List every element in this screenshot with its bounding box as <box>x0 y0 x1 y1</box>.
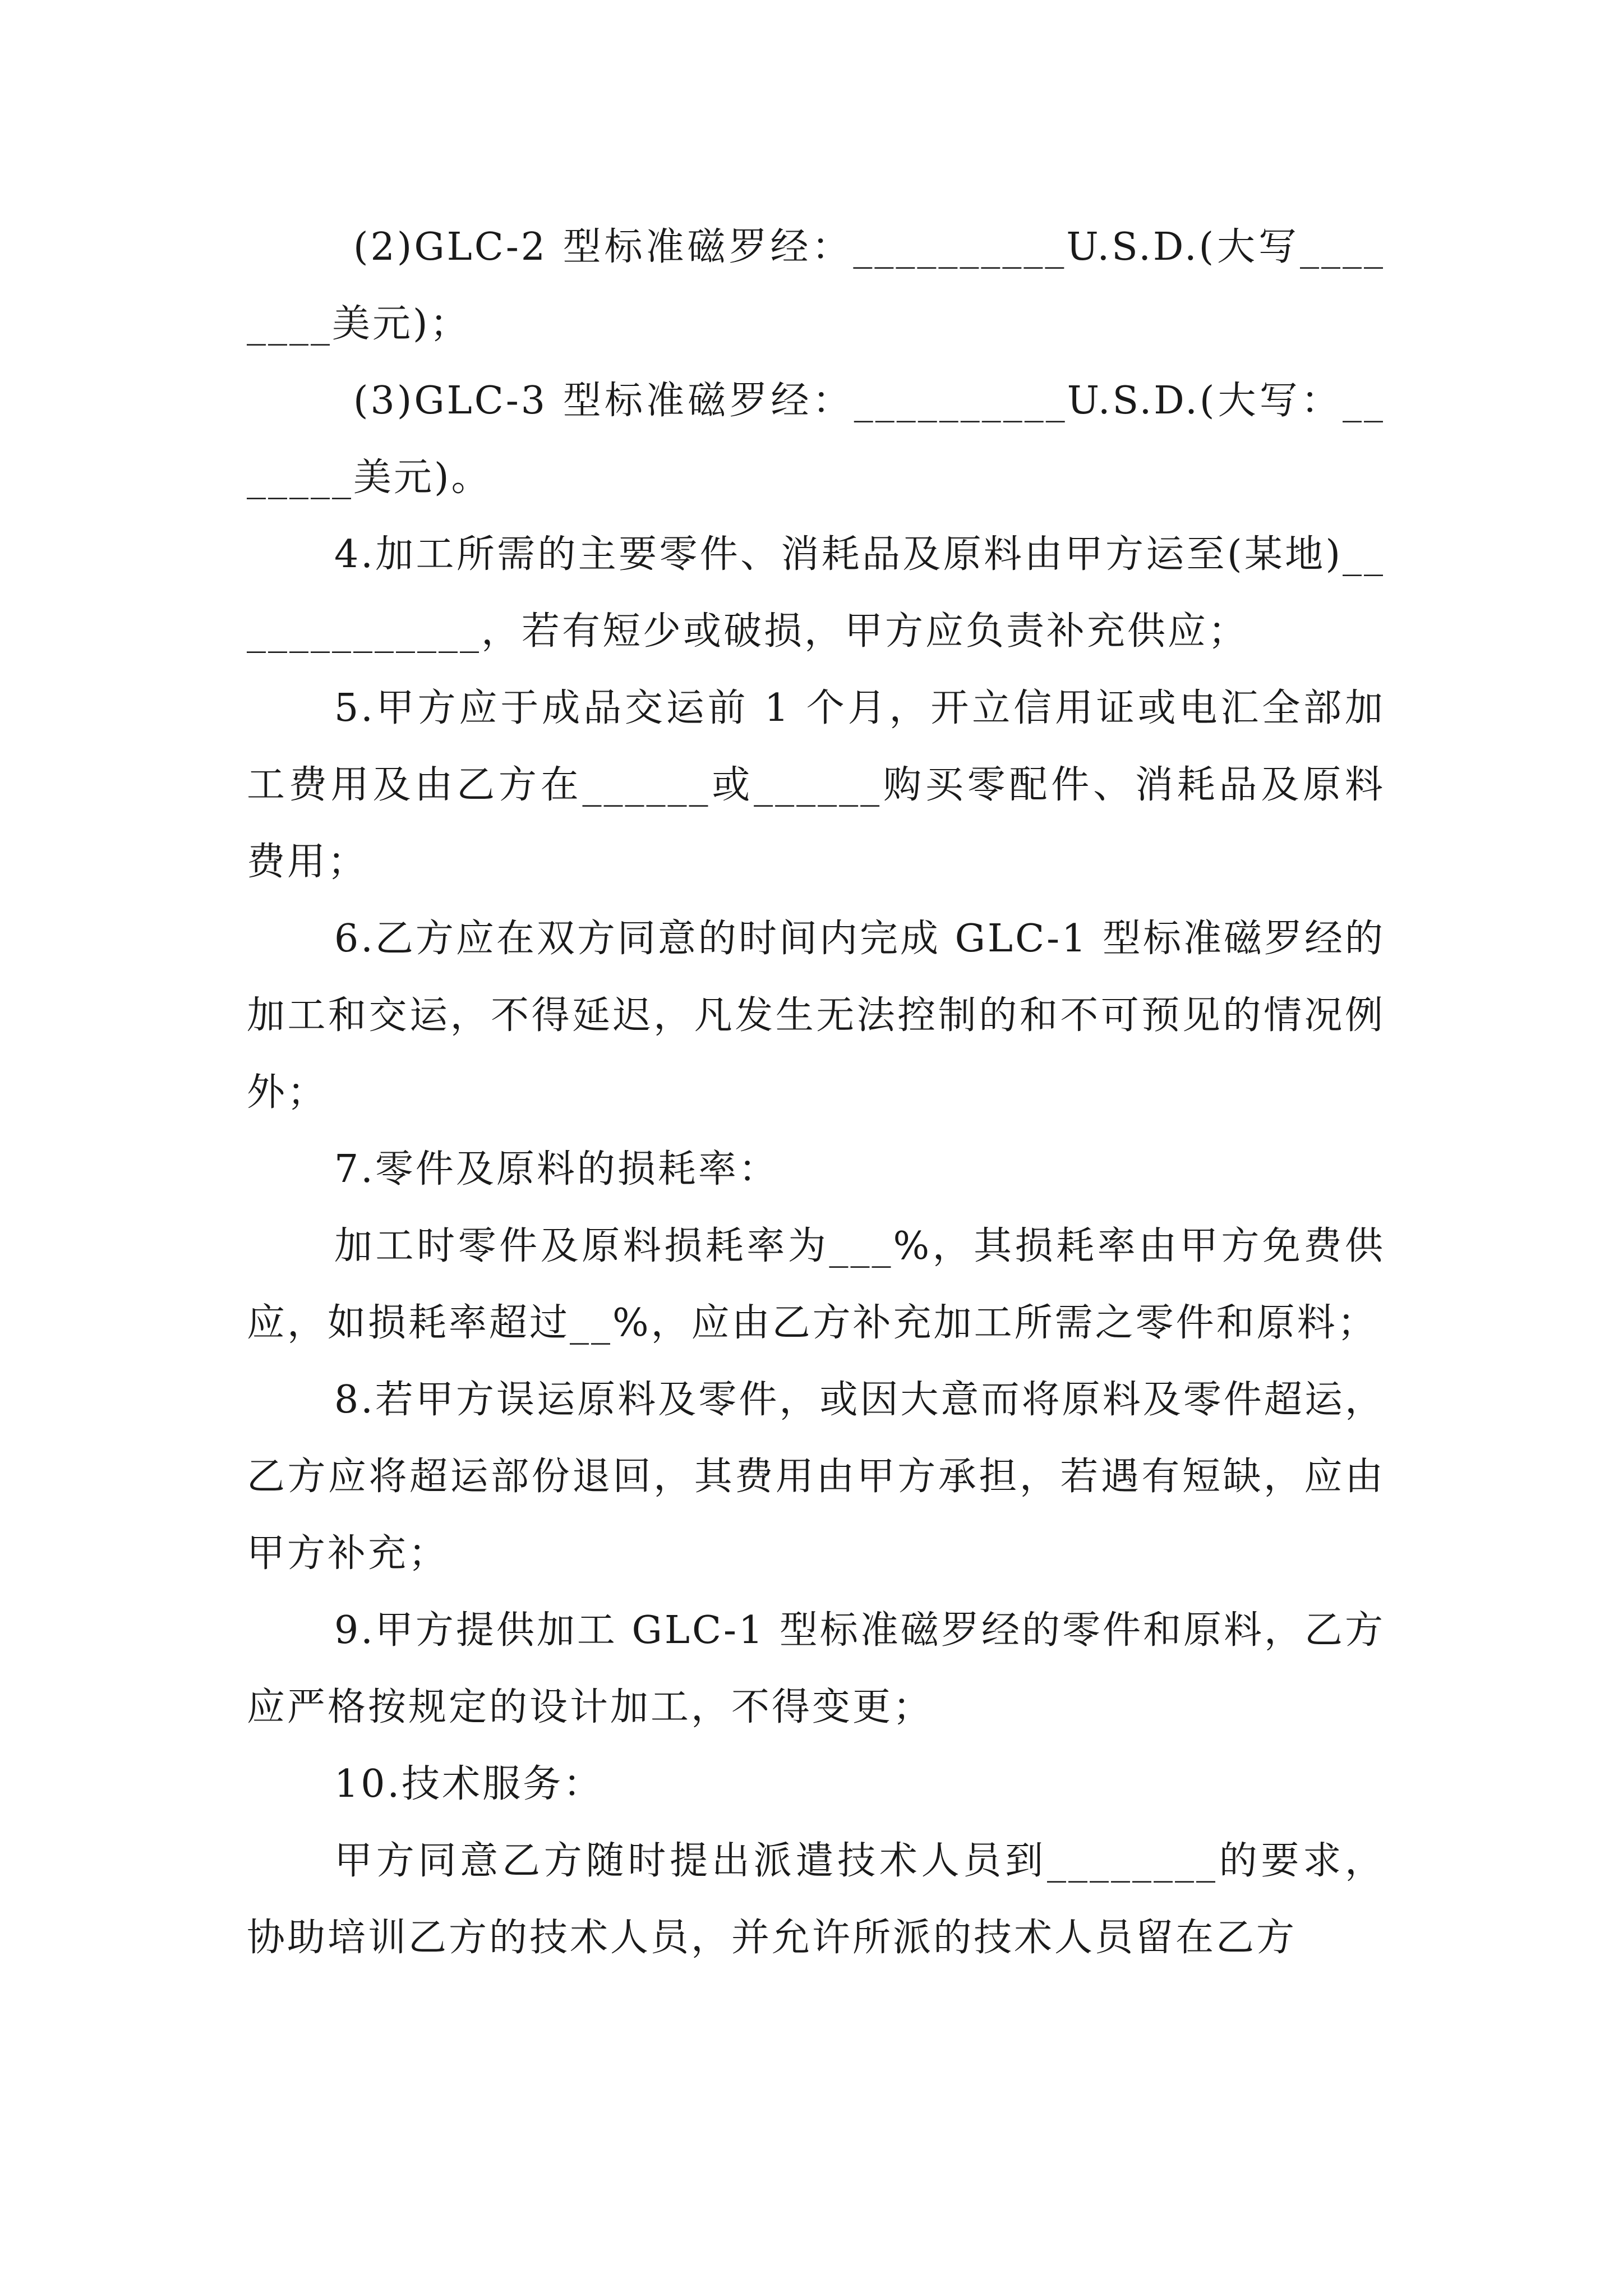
paragraph-item-7-body: 加工时零件及原料损耗率为___%，其损耗率由甲方免费供应，如损耗率超过__%，应由乙方补充加工所需之零件和原料； <box>247 1224 1385 1345</box>
paragraph-item-6: 6.乙方应在双方同意的时间内完成 GLC-1 型标准磁罗经的加工和交运，不得延迟，凡发生无法控制的和不可预见的情况例外； <box>247 917 1385 1115</box>
paragraph-item-8: 8.若甲方误运原料及零件，或因大意而将原料及零件超运，乙方应将超运部份退回，其费用由甲方承担，若遇有短缺，应由甲方补充； <box>247 1378 1385 1576</box>
paragraph-glc3-price: (3)GLC-3 型标准磁罗经：__________U.S.D.(大写：_______美元)。 <box>247 379 1385 500</box>
paragraph-item-10-heading: 10.技术服务： <box>334 1762 604 1806</box>
paragraph-glc2-price: (2)GLC-2 型标准磁罗经：__________U.S.D.(大写________美元)； <box>247 225 1385 346</box>
document-body <box>247 209 1385 1976</box>
paragraph-item-5: 5.甲方应于成品交运前 1 个月，开立信用证或电汇全部加工费用及由乙方在______或______购买零配件、消耗品及原料费用； <box>247 686 1385 884</box>
paragraph-item-4: 4.加工所需的主要零件、消耗品及原料由甲方运至(某地)_____________，若有短少或破损，甲方应负责补充供应； <box>247 532 1385 654</box>
paragraph-item-9: 9.甲方提供加工 GLC-1 型标准磁罗经的零件和原料，乙方应严格按规定的设计加工，不得变更； <box>247 1608 1385 1729</box>
paragraph-item-7-heading: 7.零件及原料的损耗率： <box>334 1147 779 1191</box>
paragraph-item-10-body: 甲方同意乙方随时提出派遣技术人员到________的要求，协助培训乙方的技术人员，并允许所派的技术人员留在乙方 <box>247 1839 1385 1960</box>
